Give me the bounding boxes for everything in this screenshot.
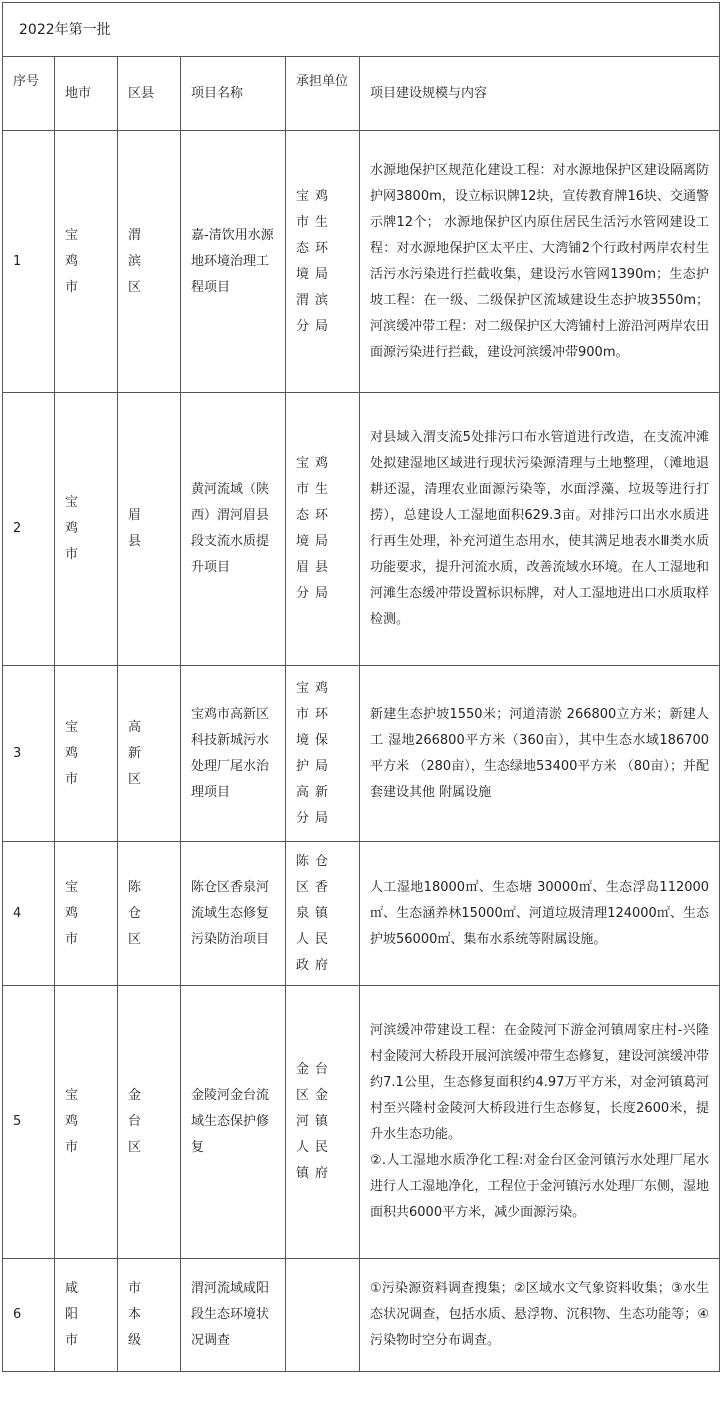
cell-city: 宝鸡市 xyxy=(55,393,118,666)
cell-scope xyxy=(360,666,720,842)
cell-seq: 2 xyxy=(3,393,55,666)
cell-project: 陈仓区香泉河流域生态修复污染防治项目 xyxy=(181,842,286,986)
header-county: 区县 xyxy=(118,57,181,131)
cell-city: 宝鸡市 xyxy=(55,131,118,393)
header-city: 地市 xyxy=(55,57,118,131)
header-seq: 序号 xyxy=(3,57,55,131)
header-scope: 项目建设规模与内容 xyxy=(360,57,720,131)
cell-county: 眉县 xyxy=(118,393,181,666)
scope-paragraph: 新建生态护坡1550米；河道清淤 266800立方米；新建人工 湿地266800平方米（360亩），其中生态水域186700平方米 （280亩），生态绿地53400平方米 （80亩）；并配套建设其他 附属设施 xyxy=(370,706,710,800)
cell-scope xyxy=(360,986,720,1259)
cell-city: 宝鸡市 xyxy=(55,842,118,986)
cell-project: 黄河流域（陕西）渭河眉县段支流水质提升项目 xyxy=(181,393,286,666)
header-project: 项目名称 xyxy=(181,57,286,131)
cell-city: 宝鸡市 xyxy=(55,666,118,842)
cell-unit xyxy=(286,1259,360,1372)
cell-county: 高新区 xyxy=(118,666,181,842)
table-row xyxy=(3,986,720,1259)
header-row xyxy=(3,57,720,131)
scope-paragraph: ①污染源资料调查搜集；②区域水文气象资料收集；③水生态状况调查，包括水质、悬浮物、沉积物、生态功能等；④污染物时空分布调查。 xyxy=(370,1281,710,1348)
cell-scope xyxy=(360,393,720,666)
cell-seq: 1 xyxy=(3,131,55,393)
header-unit: 承担单位 xyxy=(286,57,360,131)
scope-paragraph: 水源地保护区规范化建设工程：对水源地保护区建设隔离防护网3800m，设立标识牌12块，宣传教育牌16块、交通警示牌12个； 水源地保护区内原住居民生活污水管网建设工程：对水源地保护区太平庄、大湾铺2个行政村两岸农村生活污水污染进行拦截收集，建设污水管网1390m；生态护坡工程：在一级、二级保护区流域建设生态护坡3550m；河滨缓冲带工程：对二级保护区大湾铺村上游沿河两岸农田面源污染进行拦截，建设河滨缓冲带900m。 xyxy=(370,162,710,360)
title-row xyxy=(3,3,720,57)
project-table xyxy=(2,2,720,1372)
cell-unit: 陈仓区香泉镇人民政府 xyxy=(286,842,360,986)
cell-project: 金陵河金台流域生态保护修复 xyxy=(181,986,286,1259)
cell-county: 金台区 xyxy=(118,986,181,1259)
cell-scope xyxy=(360,1259,720,1372)
scope-paragraph: 河滨缓冲带建设工程：在金陵河下游金河镇周家庄村-兴隆村金陵河大桥段开展河滨缓冲带生态修复，建设河滨缓冲带约7.1公里，生态修复面积约4.97万平方米，对金河镇葛河村至兴隆村金陵河大桥段进行生态修复，长度2600米，提升水生态功能。 xyxy=(370,1023,710,1142)
cell-county: 陈仓区 xyxy=(118,842,181,986)
cell-county: 市本级 xyxy=(118,1259,181,1372)
cell-seq: 5 xyxy=(3,986,55,1259)
cell-unit: 宝鸡市环境保护局高新分局 xyxy=(286,666,360,842)
cell-project: 渭河流域咸阳段生态环境状况调查 xyxy=(181,1259,286,1372)
cell-unit: 宝鸡市生态环境局眉县分局 xyxy=(286,393,360,666)
table-row xyxy=(3,131,720,393)
scope-paragraph: 对县域入渭支流5处排污口布水管道进行改造，在支流冲滩处拟建湿地区域进行现状污染源清理与土地整理，（滩地退耕还湿，清理农业面源污染等，水面浮藻、垃圾等进行打捞），总建设人工湿地面积629.3亩。对排污口出水水质进行再生处理，补充河道生态用水，使其满足地表水Ⅲ类水质功能要求，提升河流水质，改善流域水环境。在人工湿地和河滩生态缓冲带设置标识标牌，对人工湿地进出口水质取样检测。 xyxy=(370,430,710,627)
cell-scope xyxy=(360,131,720,393)
table-title: 2022年第一批 xyxy=(3,3,720,57)
cell-county: 渭滨区 xyxy=(118,131,181,393)
table-row xyxy=(3,842,720,986)
scope-paragraph: ②.人工湿地水质净化工程:对金台区金河镇污水处理厂尾水进行人工湿地净化，工程位于金河镇污水处理厂东侧，湿地面积共6000平方米，减少面源污染。 xyxy=(370,1153,710,1220)
cell-seq: 3 xyxy=(3,666,55,842)
cell-seq: 6 xyxy=(3,1259,55,1372)
cell-project: 宝鸡市高新区科技新城污水处理厂尾水治理项目 xyxy=(181,666,286,842)
cell-unit: 金台区金河镇人民镇府 xyxy=(286,986,360,1259)
cell-seq: 4 xyxy=(3,842,55,986)
cell-unit: 宝鸡市生态环境局渭滨分局 xyxy=(286,131,360,393)
cell-scope xyxy=(360,842,720,986)
cell-project: 嘉-清饮用水源地环境治理工程项目 xyxy=(181,131,286,393)
cell-city: 咸阳市 xyxy=(55,1259,118,1372)
table-row xyxy=(3,666,720,842)
table-row xyxy=(3,393,720,666)
cell-city: 宝鸡市 xyxy=(55,986,118,1259)
table-body xyxy=(3,131,720,1372)
table-row xyxy=(3,1259,720,1372)
scope-paragraph: 人工湿地18000㎡、生态塘 30000㎡、生态浮岛112000㎡、生态涵养林15000㎡、河道垃圾清理124000㎡、生态护坡56000㎡、集布水系统等附属设施。 xyxy=(370,879,710,947)
